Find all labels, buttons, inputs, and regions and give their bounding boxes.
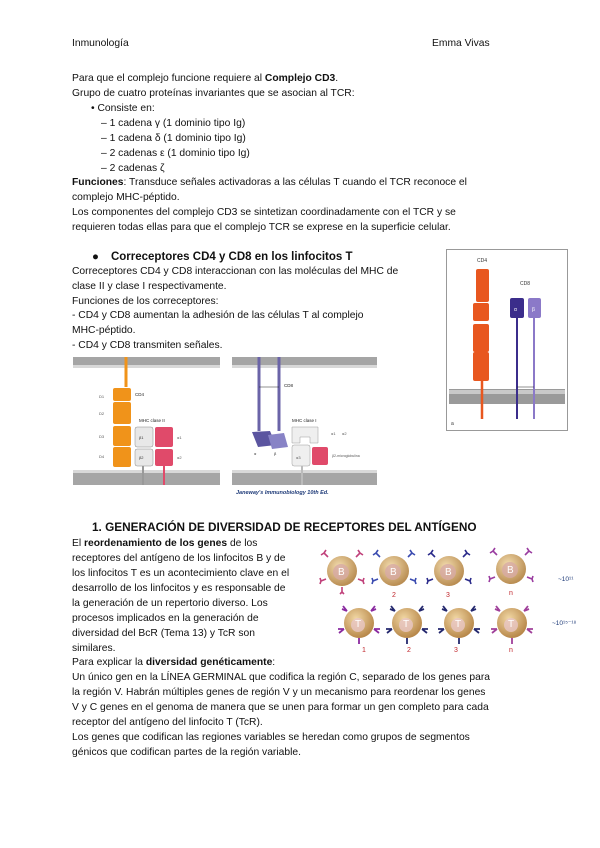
generation-heading: 1. GENERACIÓN DE DIVERSIDAD DE RECEPTORES DEL ANTÍGENO xyxy=(92,520,477,534)
t-cell-3 xyxy=(438,606,480,644)
coreceptors-heading: ● Correceptores CD4 y CD8 en los linfocitos T xyxy=(92,251,353,263)
lymphocyte-diversity-figure xyxy=(312,543,592,655)
cd3-intro: Para que el complejo funcione requiere al Complejo CD3. xyxy=(72,73,339,84)
coreceptors-line: - CD4 y CD8 aumentan la adhesión de las células T al complejo xyxy=(72,310,364,321)
svg-text:D4: D4 xyxy=(99,454,105,459)
cd4-cd8-structure-figure xyxy=(446,249,568,431)
generation-p1-first: El reordenamiento de los genes de los xyxy=(72,538,258,549)
cd8-alpha-domain xyxy=(510,298,524,318)
svg-text:CD4: CD4 xyxy=(135,392,145,397)
cd8-mhc-class-i-figure xyxy=(232,357,377,499)
cd3-functions: Funciones: Transduce señales activadoras a las células T cuando el TCR reconoce el xyxy=(72,177,467,188)
svg-text:β: β xyxy=(532,307,535,313)
coreceptors-line: Funciones de los correceptores: xyxy=(72,296,219,307)
svg-text:α1: α1 xyxy=(331,431,336,436)
cd3-chain-delta: – 1 cadena δ (1 dominio tipo Ig) xyxy=(101,133,246,144)
generation-p3-line: Los genes que codifican las regiones variables se heredan como grupos de segmentos xyxy=(72,732,470,743)
svg-text:α: α xyxy=(254,451,257,456)
generation-p1-line: similares. xyxy=(72,643,116,654)
cd3-components-1: Los componentes del complejo CD3 se sintetizan coordinadamente con el TCR y se xyxy=(72,207,456,218)
svg-text:β2-microglobulina: β2-microglobulina xyxy=(332,454,360,458)
generation-p2-line: la región V. Habrán múltiples genes de región V y un mecanismo para reordenar los genes xyxy=(72,687,486,698)
header-subject: Inmunología xyxy=(72,38,129,49)
generation-p2-line: receptor del antígeno del linfocito T (TcR). xyxy=(72,717,263,728)
svg-text:α2: α2 xyxy=(342,431,347,436)
svg-text:3: 3 xyxy=(446,592,450,599)
coreceptors-line: MHC-péptido. xyxy=(72,325,136,336)
cd4-mhc-class-ii-figure xyxy=(73,357,220,487)
svg-text:MHC clase I: MHC clase I xyxy=(292,418,317,423)
cd4-d3-domain xyxy=(473,324,489,352)
header-author: Emma Vivas xyxy=(432,38,490,49)
generation-p1-line: los linfocitos T es un acontecimiento clave en el xyxy=(72,568,290,579)
generation-p1-line: desarrollo de los linfocitos y es responsable de xyxy=(72,583,286,594)
svg-text:D3: D3 xyxy=(99,434,105,439)
generation-p1-line: la generación de un repertorio diverso. Los xyxy=(72,598,268,609)
t-cell-1 xyxy=(338,606,380,644)
svg-text:D1: D1 xyxy=(99,394,105,399)
b-cell-n xyxy=(489,548,533,584)
svg-text:B: B xyxy=(390,567,397,578)
svg-text:2: 2 xyxy=(407,647,411,654)
svg-text:β2: β2 xyxy=(139,455,144,460)
b-cell-3 xyxy=(427,550,471,586)
generation-p1-line: receptores del antígeno de los linfocitos B y de xyxy=(72,553,286,564)
svg-text:B: B xyxy=(338,567,345,578)
generation-p2-line: V y C genes en el genoma de manera que se unen para formar un gen completo para cada xyxy=(72,702,489,713)
svg-text:T: T xyxy=(508,619,515,630)
generation-p2-first: Para explicar la diversidad genéticamente: xyxy=(72,657,276,668)
svg-text:a: a xyxy=(451,421,454,427)
svg-text:n: n xyxy=(509,590,513,597)
cd3-chain-zeta: – 2 cadenas ζ xyxy=(101,163,165,174)
svg-text:D4: D4 xyxy=(466,365,472,370)
svg-text:1: 1 xyxy=(362,647,366,654)
cd4-d4-domain xyxy=(473,352,489,381)
svg-text:α: α xyxy=(514,307,517,313)
cd3-chain-epsilon: – 2 cadenas ε (1 dominio tipo Ig) xyxy=(101,148,250,159)
svg-text:D2: D2 xyxy=(466,310,472,315)
coreceptors-line: - CD4 y CD8 transmiten señales. xyxy=(72,340,223,351)
t-cell-n xyxy=(491,606,533,644)
coreceptors-line: Correceptores CD4 y CD8 interaccionan con las moléculas del MHC de xyxy=(72,266,399,277)
svg-text:D2: D2 xyxy=(99,411,105,416)
generation-p1-line: diversidad del BcR (Tema 13) y TcR son xyxy=(72,628,255,639)
cd3-functions-2: complejo MHC-péptido. xyxy=(72,192,180,203)
generation-p2-line: Un único gen en la LÍNEA GERMINAL que codifica la región C, separado de los genes para xyxy=(72,672,491,683)
b-cell-count: ~10¹¹ xyxy=(558,576,574,583)
t-cell-2 xyxy=(386,606,428,644)
svg-text:α2: α2 xyxy=(177,455,182,460)
bullet-icon: ● xyxy=(92,251,99,263)
svg-text:2: 2 xyxy=(392,592,396,599)
svg-text:3: 3 xyxy=(454,647,458,654)
cd3-chain-gamma: – 1 cadena γ (1 dominio tipo Ig) xyxy=(101,118,246,129)
svg-text:T: T xyxy=(403,619,410,630)
svg-text:β: β xyxy=(274,451,277,456)
svg-text:α1: α1 xyxy=(177,435,182,440)
svg-text:CD8: CD8 xyxy=(284,383,294,388)
cd3-group-line: Grupo de cuatro proteínas invariantes que se asocian al TCR: xyxy=(72,88,355,99)
svg-text:n: n xyxy=(509,647,513,654)
coreceptors-line: clase II y clase I respectivamente. xyxy=(72,281,227,292)
cd3-components-2: requieren todas ellas para que el complejo TCR se exprese en la superficie celular. xyxy=(72,222,451,233)
cd4-label: CD4 xyxy=(477,258,488,264)
t-cell-count: ~10¹⁵⁻¹⁸ xyxy=(552,620,577,627)
cd8-label: CD8 xyxy=(520,281,531,287)
svg-text:D3: D3 xyxy=(466,337,472,342)
cd3-consists: • Consiste en: xyxy=(91,103,155,114)
svg-text:T: T xyxy=(355,619,362,630)
generation-p3-line: génicos que codifican partes de la región variable. xyxy=(72,747,301,758)
svg-text:β1: β1 xyxy=(139,435,144,440)
svg-text:α3: α3 xyxy=(296,455,301,460)
cd4-d1-domain xyxy=(476,269,489,302)
cd4-d2-domain xyxy=(473,303,489,321)
svg-text:B: B xyxy=(507,565,514,576)
svg-text:MHC clase II: MHC clase II xyxy=(139,418,165,423)
svg-text:B: B xyxy=(445,567,452,578)
b-cell-2 xyxy=(372,550,416,586)
b-cell-1 xyxy=(320,550,364,594)
generation-p1-line: procesos implicados en la generación de xyxy=(72,613,259,624)
figure-credit: Janeway's Immunobiology 10th Ed. xyxy=(236,490,329,496)
svg-text:D1: D1 xyxy=(466,283,472,288)
svg-text:T: T xyxy=(455,619,462,630)
